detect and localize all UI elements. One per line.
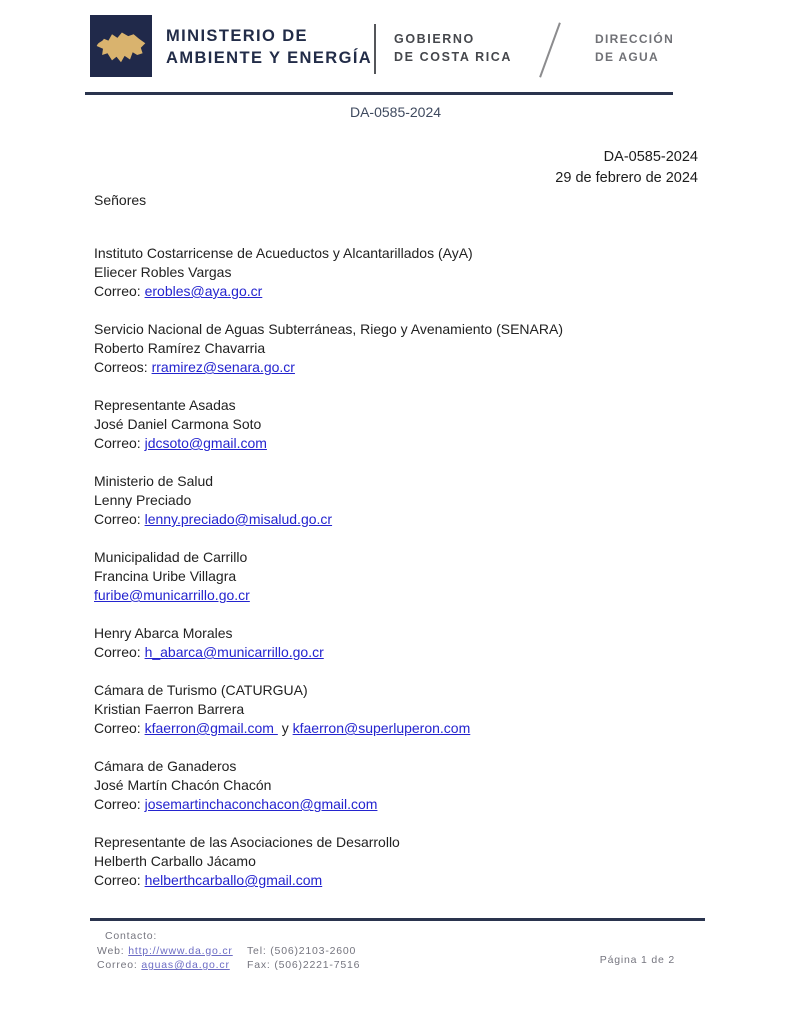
recipient-line <box>94 852 704 871</box>
recipient-text: Cámara de Ganaderos <box>94 758 237 774</box>
direction-line2: DE AGUA <box>595 50 659 64</box>
email-link[interactable]: kfaerron@superluperon.com <box>292 720 471 736</box>
email-link[interactable]: lenny.preciado@misalud.go.cr <box>144 511 333 527</box>
recipient-line <box>94 244 704 263</box>
web-label: Web: <box>97 944 129 957</box>
recipient-line <box>94 282 704 301</box>
recipient-block <box>94 681 704 738</box>
recipient-text: Correo: <box>94 720 145 736</box>
recipient-text: Ministerio de Salud <box>94 473 214 489</box>
recipient-text: Lenny Preciado <box>94 492 192 508</box>
recipient-line <box>94 681 704 700</box>
email-link[interactable]: furibe@municarrillo.go.cr <box>94 587 250 603</box>
recipient-text: Correo: <box>94 644 145 660</box>
recipient-text: Correo: <box>94 283 145 299</box>
recipient-block <box>94 548 704 605</box>
recipient-line <box>94 415 704 434</box>
recipient-line <box>94 339 704 358</box>
recipient-line <box>94 263 704 282</box>
direction-label <box>595 30 674 66</box>
recipient-line <box>94 757 704 776</box>
recipient-text: Representante de las Asociaciones de Desarrollo <box>94 834 400 850</box>
government-label <box>394 30 512 66</box>
email-link[interactable]: h_abarca@municarrillo.go.cr <box>144 644 324 660</box>
recipient-line <box>94 567 704 586</box>
recipient-text: Kristian Faerron Barrera <box>94 701 245 717</box>
email-link[interactable]: rramirez@senara.go.cr <box>151 359 295 375</box>
reference-number-right: DA-0585-2024 <box>603 149 698 165</box>
footer-rule <box>90 918 705 921</box>
email-link[interactable]: jdcsoto@gmail.com <box>144 435 267 451</box>
recipient-line <box>94 358 704 377</box>
recipient-text: Henry Abarca Morales <box>94 625 233 641</box>
direction-line1: DIRECCIÓN <box>595 32 675 46</box>
header-vertical-divider <box>374 24 376 74</box>
ministry-name-line2: AMBIENTE Y ENERGÍA <box>166 49 373 67</box>
recipient-line <box>94 833 704 852</box>
recipient-line <box>94 510 704 529</box>
recipient-block <box>94 244 704 301</box>
footer-fax: Fax: (506)2221-7516 <box>247 959 361 972</box>
recipient-text: Correo: <box>94 872 145 888</box>
recipient-line <box>94 320 704 339</box>
email-link[interactable]: helberthcarballo@gmail.com <box>144 872 323 888</box>
recipient-line <box>94 434 704 453</box>
email-link[interactable]: josemartinchaconchacon@gmail.com <box>144 796 378 812</box>
recipient-text: Eliecer Robles Vargas <box>94 264 232 280</box>
recipient-line <box>94 719 704 738</box>
letter-date: 29 de febrero de 2024 <box>555 170 698 186</box>
government-line2: DE COSTA RICA <box>394 50 513 64</box>
recipient-block <box>94 757 704 814</box>
reference-date-block <box>555 147 698 189</box>
reference-number-centered: DA-0585-2024 <box>349 104 442 120</box>
recipient-text: Instituto Costarricense de Acueductos y Alcantarillados (AyA) <box>94 245 473 261</box>
recipient-block <box>94 624 704 662</box>
ministry-name <box>166 25 372 69</box>
recipient-block <box>94 472 704 529</box>
recipient-block <box>94 396 704 453</box>
recipient-text: Correos: <box>94 359 152 375</box>
recipient-line <box>94 396 704 415</box>
header-rule <box>85 92 673 95</box>
recipient-block <box>94 833 704 890</box>
recipient-line <box>94 548 704 567</box>
email-link[interactable]: kfaerron@gmail.com <box>144 720 278 736</box>
footer-tel: Tel: (506)2103-2600 <box>247 944 357 957</box>
recipient-line <box>94 643 704 662</box>
recipient-line <box>94 795 704 814</box>
ministry-name-line1: MINISTERIO DE <box>166 27 308 45</box>
recipient-text: Cámara de Turismo (CATURGUA) <box>94 682 308 698</box>
recipient-text: Correo: <box>94 796 145 812</box>
recipient-text: Francina Uribe Villagra <box>94 568 237 584</box>
footer-web-link[interactable]: http://www.da.go.cr <box>128 944 233 957</box>
recipient-text: Helberth Carballo Jácamo <box>94 853 256 869</box>
recipient-text: José Daniel Carmona Soto <box>94 416 262 432</box>
recipient-line <box>94 472 704 491</box>
recipient-text: y <box>277 720 293 736</box>
footer-email-link[interactable]: aguas@da.go.cr <box>141 959 230 972</box>
recipient-list <box>94 244 704 890</box>
recipient-line <box>94 624 704 643</box>
footer-email-label: Correo: <box>97 959 142 972</box>
ministry-logo <box>90 15 152 77</box>
email-link[interactable]: erobles@aya.go.cr <box>144 283 263 299</box>
recipient-text: Correo: <box>94 435 145 451</box>
recipient-text: Representante Asadas <box>94 397 236 413</box>
letter-body <box>94 191 704 909</box>
recipient-line <box>94 586 704 605</box>
recipient-text: José Martín Chacón Chacón <box>94 777 272 793</box>
recipient-text: Roberto Ramírez Chavarria <box>94 340 266 356</box>
recipient-text: Servicio Nacional de Aguas Subterráneas, Riego y Avenamiento (SENARA) <box>94 321 563 337</box>
recipient-block <box>94 320 704 377</box>
recipient-line <box>94 700 704 719</box>
page-number: Página 1 de 2 <box>599 954 675 966</box>
contact-label: Contacto: <box>105 930 158 942</box>
government-line1: GOBIERNO <box>394 32 475 46</box>
salutation: Señores <box>94 192 147 208</box>
recipient-line <box>94 491 704 510</box>
footer-contact <box>97 929 360 973</box>
recipient-line <box>94 871 704 890</box>
recipient-text: Correo: <box>94 511 145 527</box>
recipient-line <box>94 776 704 795</box>
costa-rica-map-icon <box>94 23 148 69</box>
slash-divider-icon <box>539 22 561 77</box>
recipient-text: Municipalidad de Carrillo <box>94 549 248 565</box>
